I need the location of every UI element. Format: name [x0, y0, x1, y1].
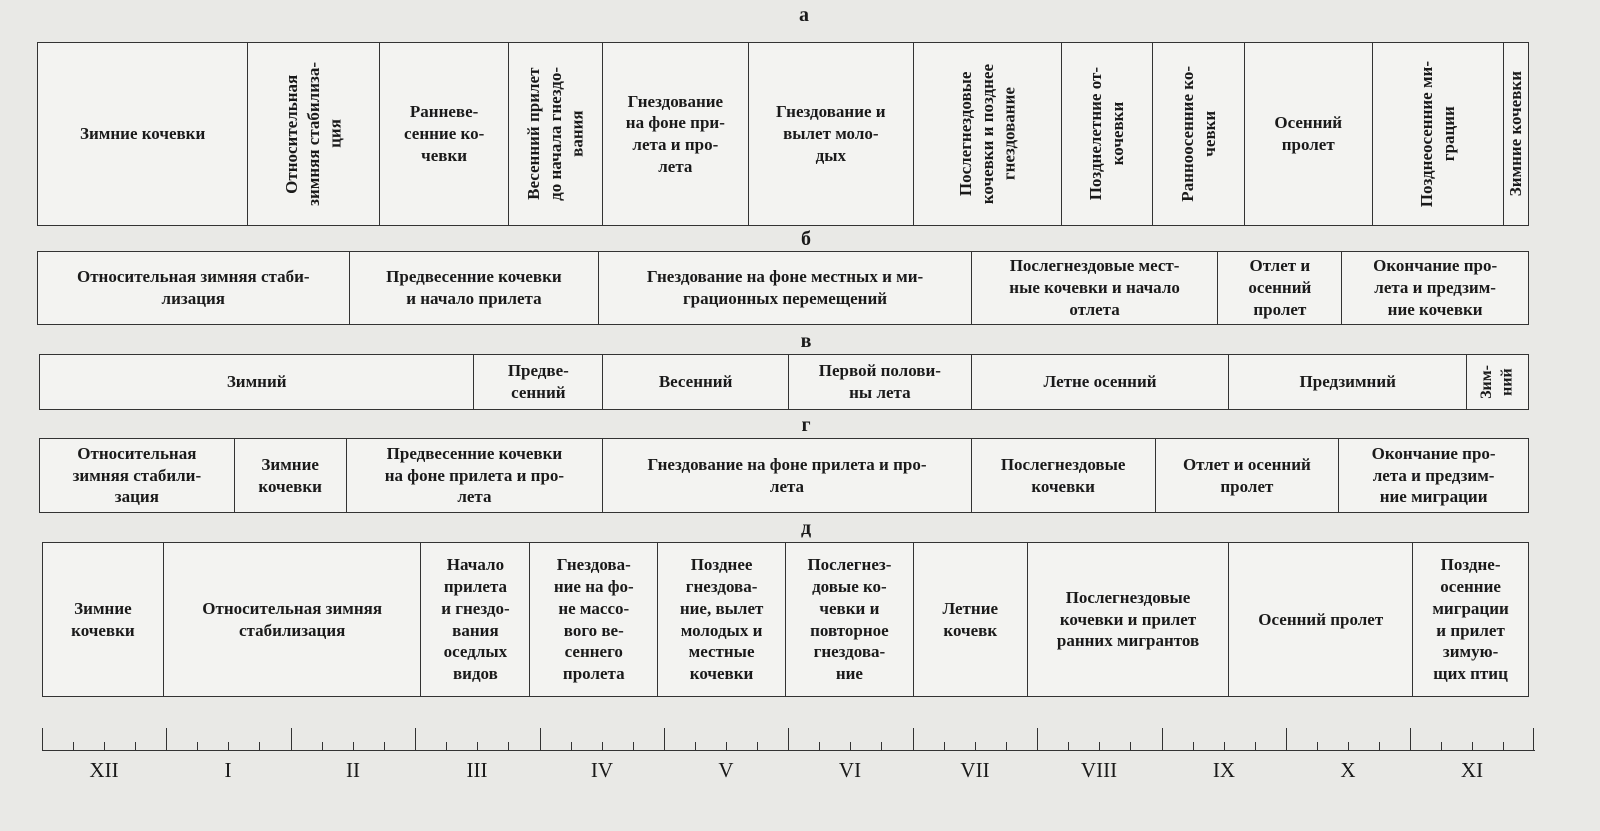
panel-v-cell-text: Предзимний [1299, 372, 1396, 392]
axis-tick [42, 728, 43, 750]
axis-tick-minor [1006, 742, 1007, 750]
month-label: VIII [1080, 758, 1118, 782]
panel-g-cell-text: Послегнездовые кочевки [1000, 454, 1126, 496]
panel-b-cell-text: Относительная зимняя стаби- лизация [76, 267, 310, 308]
month-label: IV [590, 758, 614, 782]
panel-g-cell [1339, 439, 1528, 512]
panel-a-cell-text: Послегнездовые кочевки и позднее гнездование [955, 63, 1019, 205]
panel-a-cell [1245, 43, 1373, 225]
panel-letter-b: б [801, 228, 811, 250]
month-label: XI [1460, 758, 1484, 782]
axis-tick [291, 728, 292, 750]
axis-tick-minor [819, 742, 820, 750]
axis-tick-minor [1224, 742, 1225, 750]
panel-d-cell-text: Позднее гнездова- ние, вылет молодых и местные кочевки [679, 555, 764, 683]
panel-b-cell-text: Предвесенние кочевки и начало прилета [386, 267, 562, 308]
panel-letter-a: а [799, 4, 809, 26]
axis-tick [913, 728, 914, 750]
axis-tick [1162, 728, 1163, 750]
panel-g-cell [603, 439, 972, 512]
panel-a-cell-text: Гнездование и вылет моло- дых [776, 102, 886, 165]
panel-b-cell-text: Окончание про- лета и предзим- ние кочевки [1373, 256, 1498, 319]
panel-a-cell-text: Позднеосенние ми- грации [1417, 60, 1458, 208]
axis-tick-minor [477, 742, 478, 750]
panel-v-cell [1229, 355, 1467, 409]
axis-tick-minor [1503, 742, 1504, 750]
month-label: VII [960, 758, 990, 782]
panel-v-cell-text: Зим- ний [1478, 365, 1516, 399]
panel-a-cell-text: Осенний пролет [1274, 113, 1343, 154]
panel-g-row [39, 438, 1529, 513]
panel-d-cell [1413, 543, 1528, 696]
month-axis [42, 740, 1535, 810]
panel-v-cell [1467, 355, 1528, 409]
panel-d-cell-text: Послегнез- довые ко- чевки и повторное гнездова- ние [807, 555, 892, 683]
axis-tick-minor [135, 742, 136, 750]
panel-d-row [42, 542, 1529, 697]
panel-v-cell [972, 355, 1230, 409]
axis-tick-minor [322, 742, 323, 750]
axis-tick [1286, 728, 1287, 750]
panel-d-cell [658, 543, 786, 696]
axis-tick-minor [104, 742, 105, 750]
panel-v-cell-text: Первой полови- ны лета [818, 361, 941, 402]
panel-letter-v: в [800, 330, 812, 352]
axis-tick-minor [259, 742, 260, 750]
axis-tick-minor [508, 742, 509, 750]
axis-tick [166, 728, 167, 750]
axis-tick [1037, 728, 1038, 750]
panel-g-cell-text: Гнездование на фоне прилета и про- лета [647, 454, 927, 496]
axis-tick-minor [975, 742, 976, 750]
axis-tick-minor [197, 742, 198, 750]
panel-v-cell-text: Весенний [658, 372, 733, 392]
panel-a-cell [509, 43, 603, 225]
axis-tick-minor [1472, 742, 1473, 750]
panel-b-cell [599, 252, 972, 324]
axis-tick [788, 728, 789, 750]
panel-a-cell [248, 43, 380, 225]
panel-v-cell-text: Зимний [226, 372, 287, 392]
panel-d-cell-text: Гнездова- ние на фо- не массо- вого ве- сеннего пролета [553, 555, 634, 683]
panel-v-row [39, 354, 1529, 410]
axis-tick-minor [1099, 742, 1100, 750]
axis-tick-minor [1255, 742, 1256, 750]
panel-d-cell [1229, 543, 1413, 696]
panel-b-cell [350, 252, 600, 324]
axis-tick-minor [1441, 742, 1442, 750]
axis-tick-minor [944, 742, 945, 750]
panel-a-cell-text: Ранноосенние ко- чевки [1177, 66, 1219, 202]
panel-v-cell-text: Предве- сенний [507, 361, 569, 402]
axis-tick-minor [602, 742, 603, 750]
panel-a-cell [380, 43, 510, 225]
panel-d-cell-text: Послегнездовые кочевки и прилет ранних мигрантов [1056, 587, 1200, 651]
month-label: IX [1212, 758, 1236, 782]
month-label: X [1340, 758, 1356, 782]
panel-g-cell-text: Зимние кочевки [258, 454, 322, 496]
panel-g-cell [235, 439, 347, 512]
panel-d-cell-text: Начало прилета и гнездо- вания оседлых видов [441, 555, 510, 683]
month-label: III [466, 758, 488, 782]
panel-letter-g: г [801, 414, 811, 436]
panel-a-cell [1153, 43, 1245, 225]
axis-tick-minor [353, 742, 354, 750]
panel-d-cell [164, 543, 422, 696]
panel-v-cell [40, 355, 474, 409]
axis-tick-minor [1379, 742, 1380, 750]
axis-tick-minor [695, 742, 696, 750]
panel-a-cell [749, 43, 914, 225]
panel-a-row [37, 42, 1529, 226]
axis-tick-minor [850, 742, 851, 750]
panel-d-cell [914, 543, 1028, 696]
panel-g-cell-text: Относительная зимняя стабили- зация [72, 443, 202, 507]
panel-d-cell [421, 543, 530, 696]
axis-tick-minor [384, 742, 385, 750]
panel-g-cell [972, 439, 1156, 512]
panel-letter-d: д [800, 517, 812, 539]
axis-tick-minor [726, 742, 727, 750]
axis-tick-minor [1193, 742, 1194, 750]
panel-d-cell-text: Летние кочевк [942, 598, 999, 640]
axis-line [42, 750, 1535, 751]
axis-tick-minor [757, 742, 758, 750]
panel-a-cell [38, 43, 248, 225]
panel-d-cell [530, 543, 658, 696]
panel-g-cell [40, 439, 235, 512]
panel-a-cell [1062, 43, 1154, 225]
axis-tick [415, 728, 416, 750]
panel-d-cell-text: Зимние кочевки [71, 598, 135, 640]
panel-a-cell-text: Зимние кочевки [80, 124, 206, 144]
month-label: I [224, 758, 232, 782]
panel-a-cell-text: Зимние кочевки [1506, 71, 1526, 197]
panel-g-cell-text: Отлет и осенний пролет [1182, 454, 1311, 496]
axis-tick [540, 728, 541, 750]
axis-tick [1533, 728, 1534, 750]
panel-a-cell [914, 43, 1062, 225]
month-label: II [346, 758, 360, 782]
month-label: V [718, 758, 734, 782]
panel-v-cell [789, 355, 972, 409]
panel-g-cell [1156, 439, 1340, 512]
panel-d-cell-text: Относительная зимняя стабилизация [202, 598, 383, 640]
axis-tick [664, 728, 665, 750]
panel-a-cell-text: Позднелетние от- кочевки [1086, 67, 1127, 201]
axis-tick [1410, 728, 1411, 750]
panel-b-cell-text: Послегнездовые мест- ные кочевки и начало отлета [1009, 256, 1180, 319]
panel-d-cell [1028, 543, 1230, 696]
axis-tick-minor [446, 742, 447, 750]
panel-v-cell [603, 355, 789, 409]
panel-g-cell-text: Окончание про- лета и предзим- ние миграции [1371, 443, 1496, 507]
panel-a-cell-text: Ранневе- сенние ко- чевки [404, 102, 485, 165]
panel-b-cell [38, 252, 350, 324]
panel-b-row [37, 251, 1529, 325]
month-label: VI [838, 758, 862, 782]
axis-tick-minor [1068, 742, 1069, 750]
panel-b-cell [1342, 252, 1528, 324]
panel-d-cell-text: Осенний пролет [1258, 609, 1384, 629]
panel-a-cell [603, 43, 749, 225]
panel-b-cell [972, 252, 1219, 324]
axis-tick-minor [73, 742, 74, 750]
panel-a-cell [1373, 43, 1505, 225]
month-label: XII [89, 758, 119, 782]
panel-b-cell-text: Гнездование на фоне местных и ми- грационных перемещений [646, 267, 924, 308]
axis-tick-minor [571, 742, 572, 750]
panel-g-cell [347, 439, 604, 512]
axis-tick-minor [1348, 742, 1349, 750]
panel-b-cell [1218, 252, 1342, 324]
panel-b-cell-text: Отлет и осенний пролет [1248, 256, 1312, 319]
panel-v-cell [474, 355, 603, 409]
axis-tick-minor [1130, 742, 1131, 750]
panel-d-cell [43, 543, 164, 696]
panel-v-cell-text: Летне осенний [1043, 372, 1157, 392]
axis-tick-minor [228, 742, 229, 750]
panel-d-cell-text: Поздне- осенние миграции и прилет зимую- щих птиц [1432, 555, 1509, 683]
axis-tick-minor [1317, 742, 1318, 750]
panel-a-cell-text: Гнездование на фоне при- лета и про- лета [625, 91, 725, 176]
axis-tick-minor [881, 742, 882, 750]
panel-a-cell [1504, 43, 1528, 225]
panel-a-cell-text: Весенний прилет до начала гнездо- вания [524, 67, 587, 201]
panel-g-cell-text: Предвесенние кочевки на фоне прилета и про- лета [384, 443, 565, 507]
panel-a-cell-text: Относительная зимняя стабилиза- ция [281, 62, 345, 206]
axis-tick-minor [633, 742, 634, 750]
panel-d-cell [786, 543, 914, 696]
